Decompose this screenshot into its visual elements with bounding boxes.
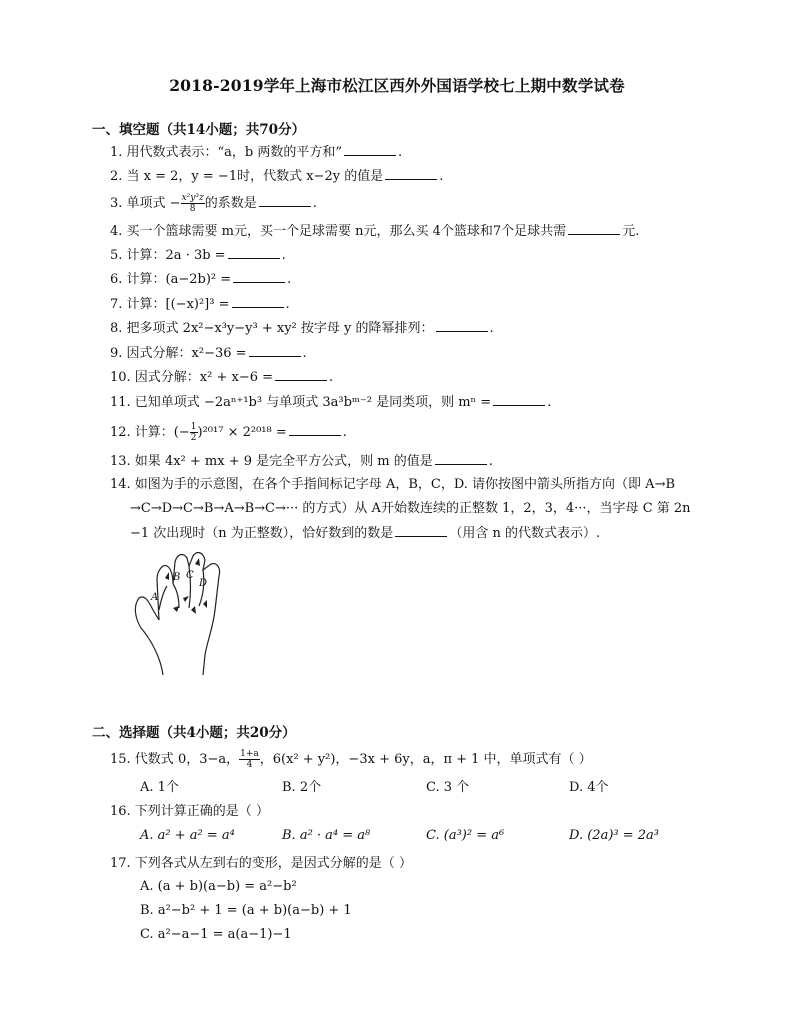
option-b[interactable]: B. a² · a⁴ = a⁸ [282,828,371,843]
question-8-text: 8. 把多项式 2x²−x³y−y³ + xy² 按字母 y 的降幂排列： [110,321,434,336]
answer-blank [395,524,447,537]
question-15 [110,749,592,770]
question-14-line-2: →C→D→C→B→A→B→C→··· 的方式）从 A开始数连续的正整数 1，2，3，4···，当字母 C 第 2n [130,501,691,516]
finger-label-a: A [151,592,159,603]
fraction [181,193,205,214]
answer-blank [344,143,396,156]
fraction-denominator: 2 [190,433,197,443]
question-8: 8. 把多项式 2x²−x³y−y³ + xy² 按字母 y 的降幂排列： . [110,321,494,336]
section-heading-multiple-choice: 二、选择题（共4小题；共20分） [92,725,296,741]
question-14-line-1: 14. 如图为手的示意图，在各个手指间标记字母 A，B，C，D. 请你按图中箭头所指方向（即 A→B [110,477,676,492]
question-3: 3. 单项式 − $\frac{\text{x²y³z}}{8}$ 的系数是 . [110,193,317,214]
question-1-text: 1. 用代数式表示：“a，b 两数的平方和” [110,145,343,160]
question-3-tail: 的系数是 [204,196,257,211]
option-b[interactable]: B. 2个 [282,780,322,795]
question-9: 9. 因式分解：x²−36 = . [110,346,307,361]
fraction-denominator: 8 [189,204,196,214]
hand-diagram [133,550,243,675]
question-10: 10. 因式分解：x² + x−6 = . [110,370,334,385]
arrow-head [191,606,196,614]
question-2-text: 2. 当 x = 2，y = −1时，代数式 x−2y 的值是 [110,169,384,184]
question-12-tail: )²⁰¹⁷ × 2²⁰¹⁸ = [197,425,287,440]
fraction-denominator: 4 [246,760,253,770]
answer-blank [233,270,285,283]
question-7-text: 7. 计算：[(−x)²]³ = [110,297,230,312]
arrow-head [165,572,169,580]
answer-blank [493,393,545,406]
question-14-line-3 [130,524,600,543]
question-5-text: 5. 计算：2a · 3b = [110,248,226,263]
answer-blank [228,246,280,259]
fraction-numerator: 1 [190,422,197,432]
finger-gap-a [159,586,167,610]
option-d[interactable]: D. (2a)³ = 2a³ [569,828,659,843]
fraction [190,422,198,443]
answer-blank [435,452,487,465]
answer-blank [259,194,311,207]
fraction [239,749,260,770]
question-13-text: 13. 如果 4x² + mx + 9 是完全平方公式，则 m 的值是 [110,454,433,469]
question-15-text: 15. 代数式 0，3−a， [110,752,240,767]
question-11: 11. 已知单项式 −2aⁿ⁺¹b³ 与单项式 3a³bᵐ⁻² 是同类项，则 mⁿ = . [110,395,552,410]
section-heading-fill-in: 一、填空题（共14小题；共70分） [92,122,306,138]
answer-blank [249,344,301,357]
answer-blank [232,295,284,308]
finger-gap-b [173,584,179,608]
question-6: 6. 计算：(a−2b)² = . [110,272,292,287]
fraction-numerator: x²y³z [181,193,204,203]
question-5: 5. 计算：2a · 3b = . [110,248,286,263]
question-17: 17. 下列各式从左到右的变形，是因式分解的是（ ） [110,856,412,871]
question-15-tail: ，6(x² + y²)，−3x + 6y，a，π + 1 中，单项式有（ ） [259,752,592,767]
question-17-option-b[interactable]: B. a²−b² + 1 = (a + b)(a−b) + 1 [140,903,352,918]
arrow-head [203,600,207,608]
option-c[interactable]: C. (a³)² = a⁶ [426,828,505,843]
answer-blank [436,319,488,332]
finger-label-c: C [186,570,194,581]
question-14-text: −1 次出现时（n 为正整数），恰好数到的数是 [130,526,394,541]
option-a[interactable]: A. 1个 [140,780,179,795]
option-a[interactable]: A. a² + a² = a⁴ [140,828,235,843]
question-6-text: 6. 计算：(a−2b)² = [110,272,232,287]
question-17-option-c[interactable]: C. a²−a−1 = a(a−1)−1 [140,927,292,942]
question-11-text: 11. 已知单项式 −2aⁿ⁺¹b³ 与单项式 3a³bᵐ⁻² 是同类项，则 mⁿ = [110,395,492,410]
question-12: 12. 计算：(− $\frac{1}{2}$ )²⁰¹⁷ × 2²⁰¹⁸ = . [110,422,347,443]
finger-label-b: B [173,572,181,583]
arrow-head [173,606,179,612]
question-10-text: 10. 因式分解：x² + x−6 = [110,370,274,385]
question-16: 16. 下列计算正确的是（ ） [110,804,269,819]
arrow-head [195,558,200,566]
question-1: 1. 用代数式表示：“a，b 两数的平方和” . [110,145,403,160]
question-4 [110,222,639,241]
question-12-text: 12. 计算：(− [110,425,190,440]
question-13: 13. 如果 4x² + mx + 9 是完全平方公式，则 m 的值是 . [110,454,493,469]
question-9-text: 9. 因式分解：x²−36 = [110,346,247,361]
option-c[interactable]: C. 3 个 [426,780,470,795]
question-17-option-a[interactable]: A. (a + b)(a−b) = a²−b² [140,879,297,894]
question-3-text: 3. 单项式 − [110,196,181,211]
answer-blank [289,423,341,436]
question-4-tail: 元. [622,224,640,239]
answer-blank [385,167,437,180]
hand-outline [135,553,219,675]
question-2: 2. 当 x = 2，y = −1时，代数式 x−2y 的值是 . [110,169,444,184]
page-title: 2018-2019学年上海市松江区西外外国语学校七上期中数学试卷 [169,76,625,95]
finger-label-d: D [199,578,208,589]
arrow-head [183,596,189,602]
question-14-tail: （用含 n 的代数式表示）. [449,526,601,541]
question-4-text: 4. 买一个篮球需要 m元，买一个足球需要 n元，那么买 4个篮球和7个足球共需 [110,224,567,239]
answer-blank [568,222,620,235]
question-7: 7. 计算：[(−x)²]³ = . [110,297,290,312]
fraction-numerator: 1+a [240,749,259,759]
answer-blank [275,368,327,381]
option-d[interactable]: D. 4个 [569,780,609,795]
